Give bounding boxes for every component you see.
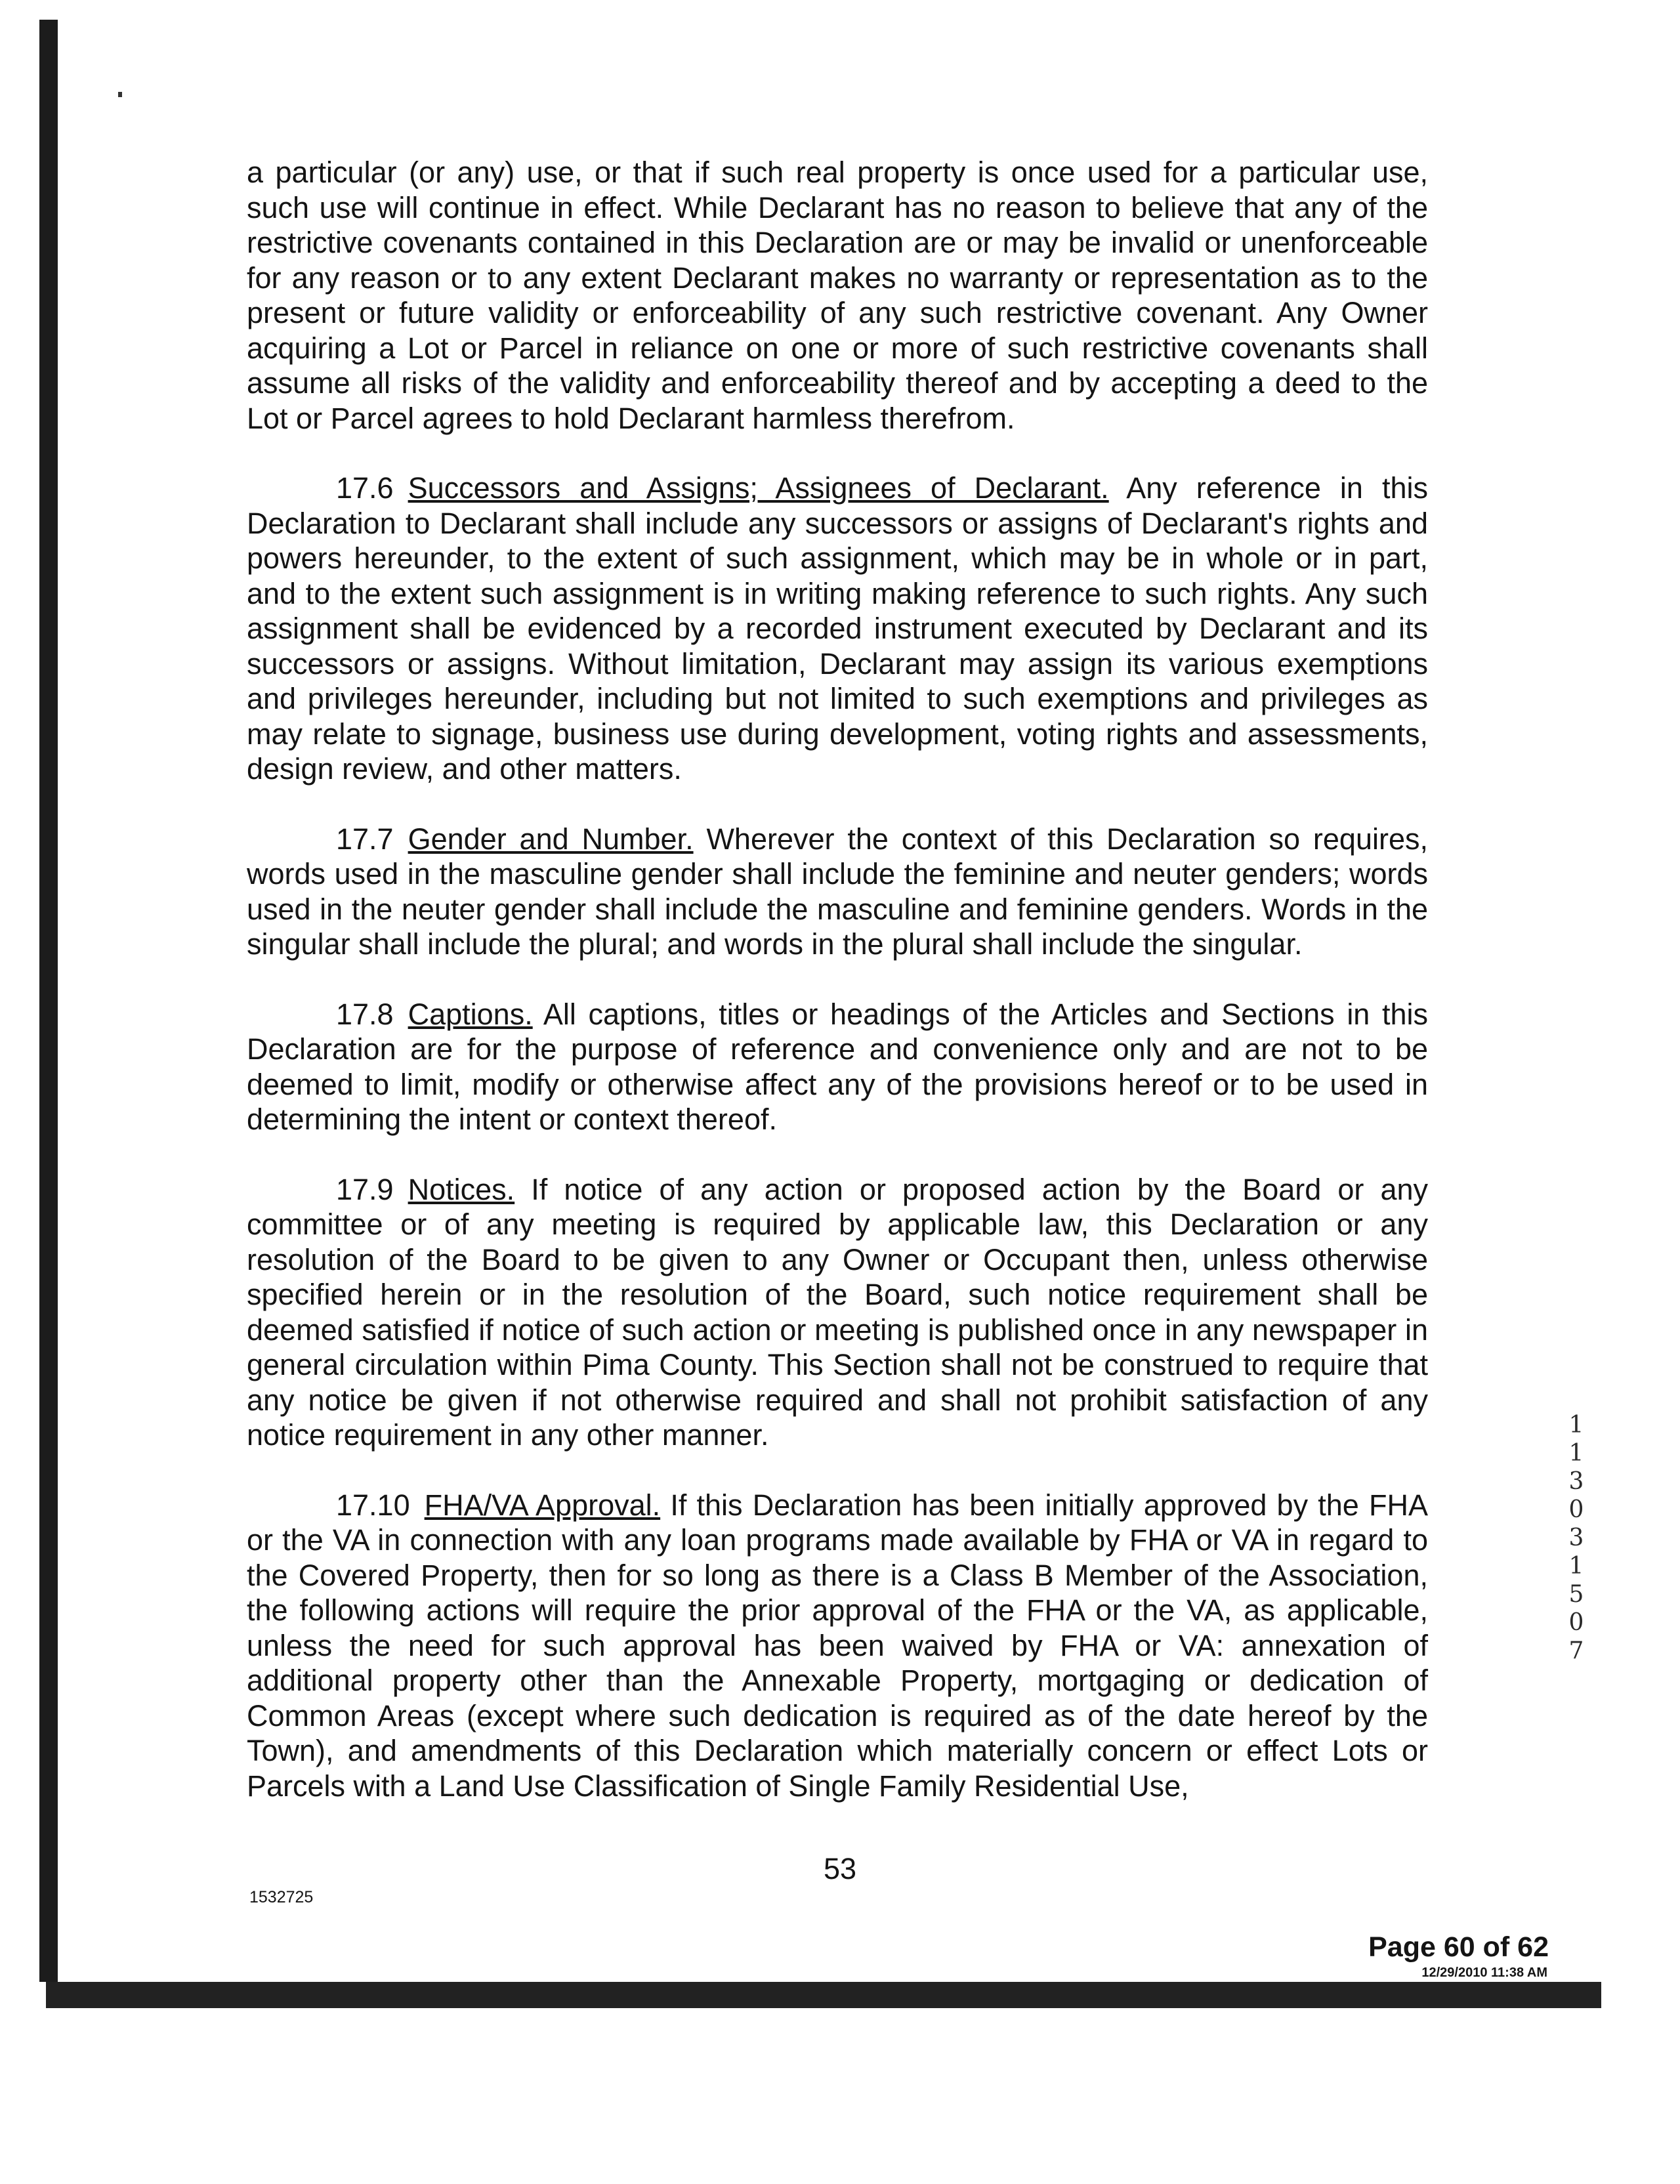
section-text: Any reference in this Declaration to Declarant shall include any successors or assigns of Declarant's rights and powers hereunder, to the extent of such assignment, which may be in whole or in part, and to the extent such assignment is in writing making reference to such rights. Any such assignment shall be evidenced by a recorded instrument executed by Declarant and its successors or assigns. Without limitation, Declarant may assign its various exemptions and privileges hereunder, including but not limited to such exemptions and privileges as may relate to signage, business use during development, voting rights and assessments, design review, and other matters.	[247, 471, 1428, 786]
document-body	[247, 155, 1428, 1803]
section-text: All captions, titles or headings of the Articles and Sections in this Declaration are for the purpose of reference and convenience only and are not to be deemed to limit, modify or otherwise affect any of the provisions hereof or to be used in determining the intent or context thereof.	[247, 997, 1428, 1136]
scan-edge-left	[39, 20, 58, 1982]
section-17-6	[247, 471, 1428, 787]
section-17-10	[247, 1488, 1428, 1804]
section-number: 17.10	[336, 1488, 410, 1522]
section-caption: FHA/VA Approval.	[424, 1488, 661, 1522]
section-text: If this Declaration has been initially approved by the FHA or the VA in connection with any loan programs made available by FHA or VA in regard to the Covered Property, then for so long as there is a Class B Member of the Association, the following actions will require the prior approval of the FHA or the VA, as applicable, unless the need for such approval has been waived by FHA or VA: annexation of additional property other than the Annexable Property, mortgaging or dedication of Common Areas (except where such dedication is required as of the date hereof by the Town), and amendments of this Declaration which materially concern or effect Lots or Parcels with a Land Use Classification of Single Family Residential Use,	[247, 1488, 1428, 1803]
section-17-9	[247, 1172, 1428, 1453]
recording-timestamp: 12/29/2010 11:38 AM	[1421, 1965, 1547, 1980]
section-17-7	[247, 822, 1428, 962]
section-number: 17.6	[336, 471, 394, 505]
document-id: 1532725	[249, 1888, 314, 1906]
page-number: 53	[823, 1852, 857, 1885]
section-number: 17.7	[336, 822, 394, 856]
section-number: 17.8	[336, 997, 394, 1031]
section-text: If notice of any action or proposed action by the Board or any committee or of any meeting is required by applicable law, this Declaration or any resolution of the Board to be given to any Owner or Occupant then, unless otherwise specified herein or in the resolution of the Board, such notice requirement shall be deemed satisfied if notice of such action or meeting is published once in any newspaper in general circulation within Pima County. This Section shall not be construed to require that any notice be given if not otherwise required and shall not prohibit satisfaction of any notice requirement in any other manner.	[247, 1172, 1428, 1452]
section-caption: Gender and Number.	[408, 822, 694, 856]
section-number: 17.9	[336, 1172, 394, 1206]
recording-number-vertical: 11303 1507	[1568, 1412, 1584, 1664]
scan-edge-bottom	[46, 1982, 1601, 2008]
section-text: Wherever the context of this Declaration so requires, words used in the masculine gender shall include the feminine and neuter genders; words used in the neuter gender shall include the masculine and feminine genders. Words in the singular shall include the plural; and words in the plural shall include the singular.	[247, 822, 1428, 961]
section-17-8	[247, 997, 1428, 1137]
section-caption: Captions.	[408, 997, 533, 1031]
section-caption: Successors and Assigns; Assignees of Declarant.	[408, 471, 1109, 505]
page-of-total: Page 60 of 62	[1368, 1931, 1549, 1963]
scan-speck	[118, 92, 122, 97]
paragraph-continuation: a particular (or any) use, or that if such real property is once used for a particular use, such use will continue in effect. While Declarant has no reason to believe that any of the restrictive covenants contained in this Declaration are or may be invalid or unenforceable for any reason or to any extent Declarant makes no warranty or representation as to the present or future validity or enforceability of any such restrictive covenant. Any Owner acquiring a Lot or Parcel in reliance on one or more of such restrictive covenants shall assume all risks of the validity and enforceability thereof and by accepting a deed to the Lot or Parcel agrees to hold Declarant harmless therefrom.	[247, 156, 1428, 435]
section-caption: Notices.	[408, 1172, 515, 1206]
